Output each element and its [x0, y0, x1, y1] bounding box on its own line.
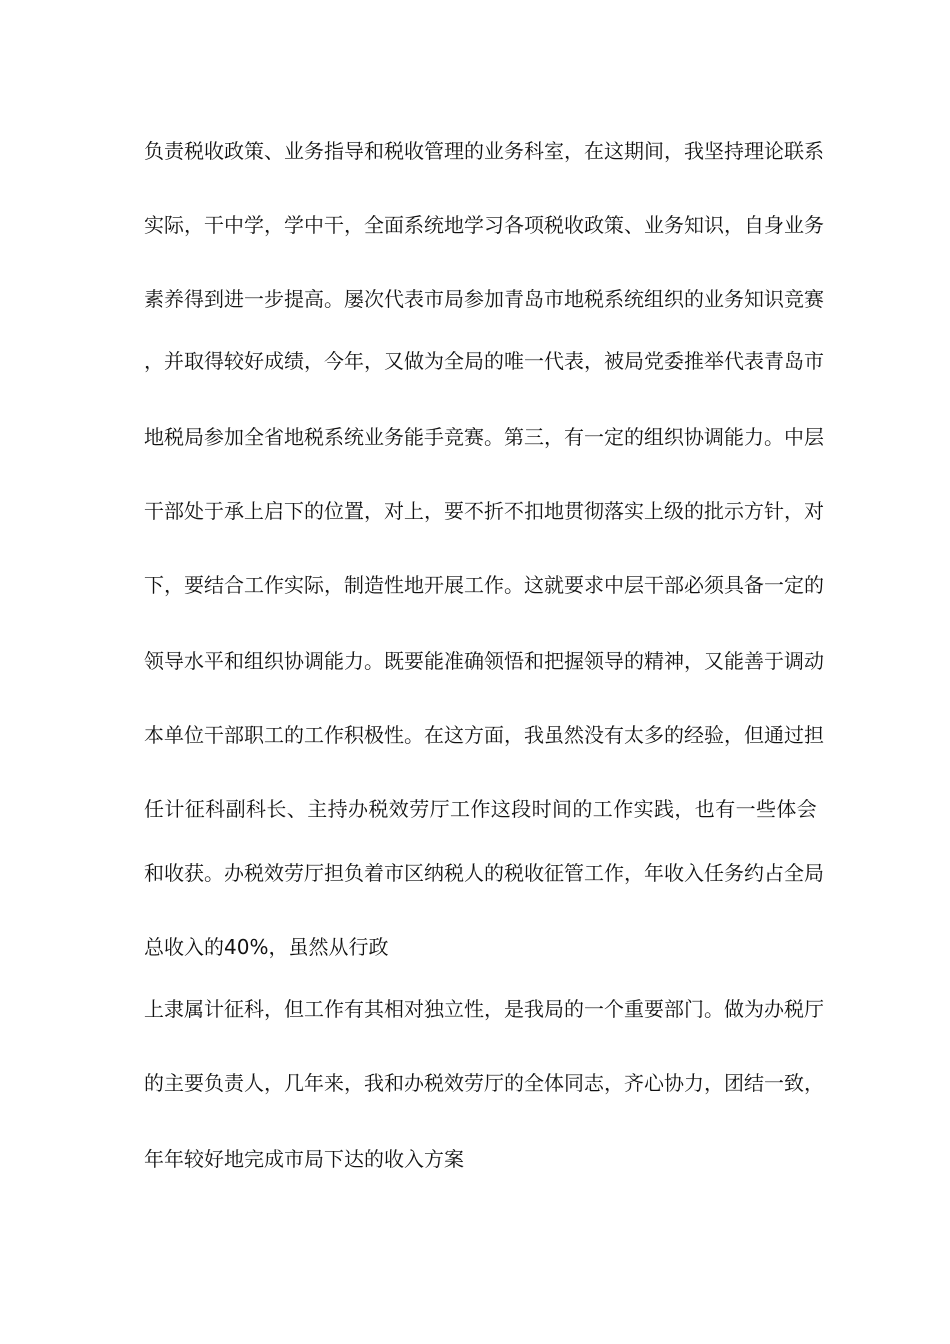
text-line: 的主要负责人，几年来，我和办税效劳厅的全体同志，齐心协力，团结一致， [144, 1071, 824, 1095]
text-line: 干部处于承上启下的位置，对上，要不折不扣地贯彻落实上级的批示方针，对 [144, 499, 824, 523]
text-line: 地税局参加全省地税系统业务能手竞赛。第三，有一定的组织协调能力。中层 [144, 425, 824, 449]
text-line: 和收获。办税效劳厅担负着市区纳税人的税收征管工作，年收入任务约占全局 [144, 861, 824, 885]
text-line: 领导水平和组织协调能力。既要能准确领悟和把握领导的精神，又能善于调动 [144, 649, 824, 673]
text-line: 下，要结合工作实际，制造性地开展工作。这就要求中层干部必须具备一定的 [144, 573, 824, 597]
text-line: 任计征科副科长、主持办税效劳厅工作这段时间的工作实践，也有一些体会 [144, 797, 818, 821]
text-line: 年年较好地完成市局下达的收入方案 [144, 1147, 464, 1171]
text-line: 素养得到进一步提高。屡次代表市局参加青岛市地税系统组织的业务知识竞赛 [144, 287, 824, 311]
text-line: 总收入的40%，虽然从行政 [144, 935, 389, 959]
text-line: 本单位干部职工的工作积极性。在这方面，我虽然没有太多的经验，但通过担 [144, 723, 824, 747]
text-line: ，并取得较好成绩，今年，又做为全局的唯一代表，被局党委推举代表青岛市 [144, 349, 824, 373]
text-line: 实际，干中学，学中干，全面系统地学习各项税收政策、业务知识，自身业务 [144, 213, 824, 237]
text-line: 上隶属计征科，但工作有其相对独立性，是我局的一个重要部门。做为办税厅 [144, 997, 824, 1021]
text-line: 负责税收政策、业务指导和税收管理的业务科室，在这期间，我坚持理论联系 [144, 139, 824, 163]
